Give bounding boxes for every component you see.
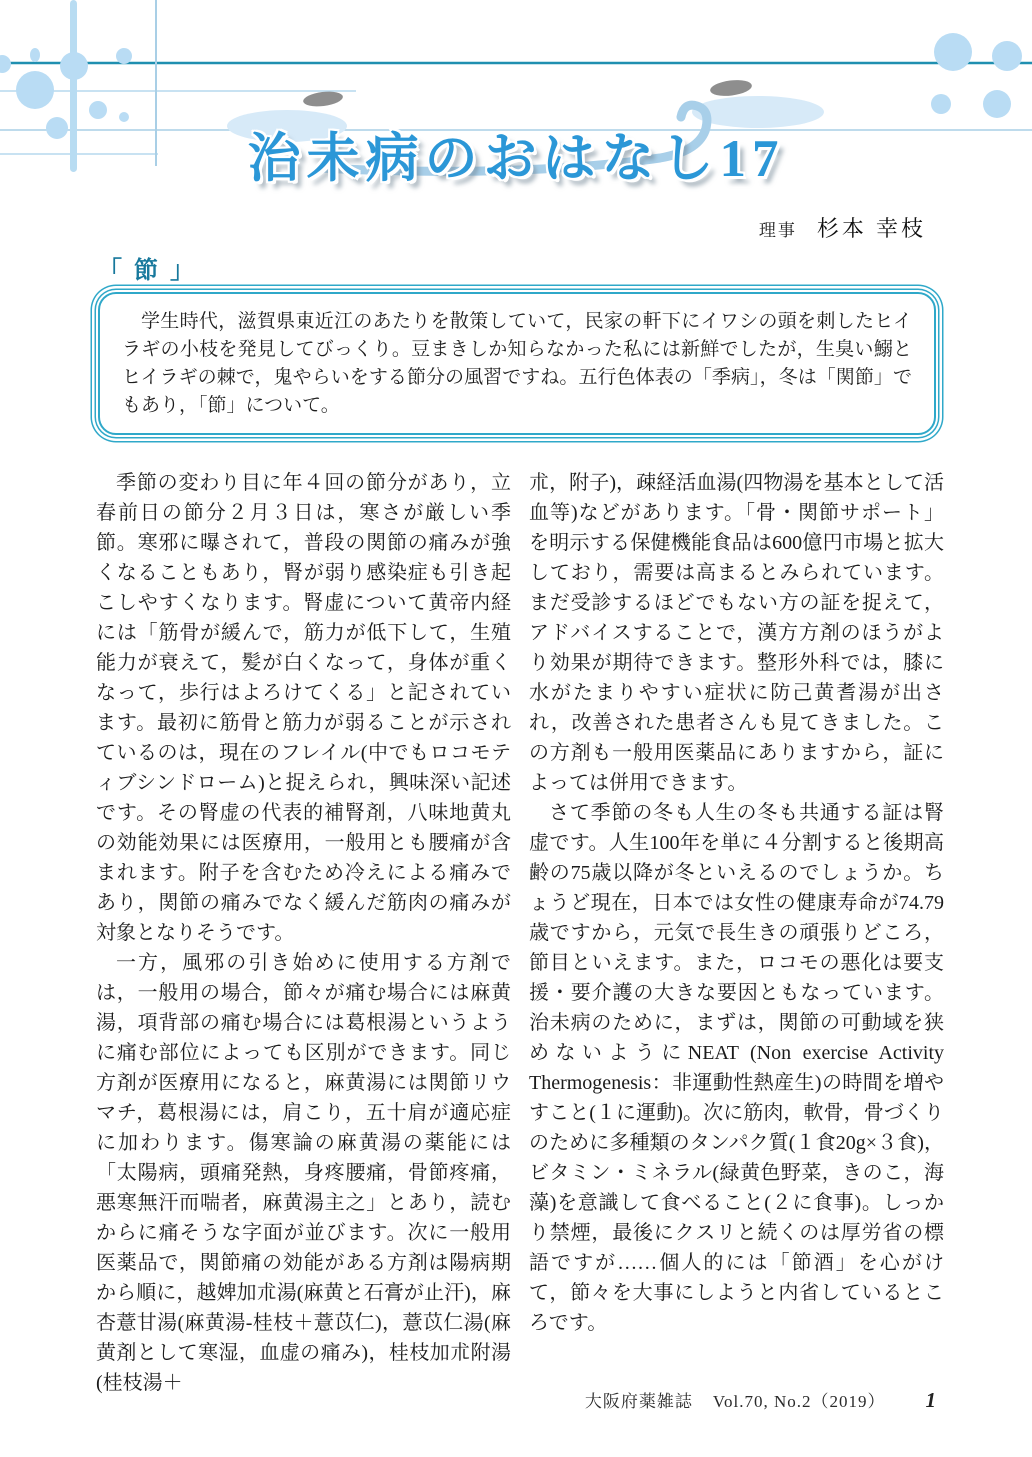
author-line (759, 212, 926, 243)
author-role: 理事 (758, 221, 797, 240)
page-footer (585, 1387, 936, 1413)
decor-circle (116, 48, 132, 64)
paragraph-1: 季節の変わり目に年４回の節分があり，立春前日の節分２月３日は，寒さが厳しい季節。寒邪に曝されて，普段の関節の痛みが強くなることもあり，腎が弱り感染症も引き起こしやすくなります。腎虚について黄帝内経には「筋骨が緩んで，筋力が低下して，生殖能力が衰えて，髪が白くなって，身体が重くなって，歩行はよろけてくる」と記されています。最初に筋骨と筋力が弱ることが示されているのは，現在のフレイル(中でもロコモティブシンドローム)と捉えられ，興味深い記述です。その腎虚の代表的補腎剤，八味地黄丸の効能効果には医療用，一般用とも腰痛が含まれます。附子を含むため冷えによる痛みであり，関節の痛みでなく緩んだ筋肉の痛みが対象となりそうです。 (96, 472, 511, 944)
right-column (529, 468, 944, 1398)
decor-circle (931, 94, 951, 114)
paragraph-2-continued: 朮，附子)，疎経活血湯(四物湯を基本として活血等)などがあります。「骨・関節サポート」を明示する保健機能食品は600億円市場と拡大しており，需要は高まるとみられています。まだ受診するほどでもない方の証を捉えて，アドバイスすることで，漢方方剤のほうがより効果が期待できます。整形外科では，膝に水がたまりやすい症状に防己黄耆湯が出され，改善された患者さんも見てきました。この方剤も一般用医薬品にありますから，証によっては併用できます。 (529, 472, 944, 794)
decor-gray-ellipse-right (709, 78, 753, 98)
decor-circle (30, 48, 40, 62)
left-column (96, 468, 511, 1398)
article-body (96, 468, 944, 1398)
journal-name: 大阪府薬雑誌 (584, 1392, 693, 1411)
decor-circle (992, 41, 1022, 71)
page-number: 1 (925, 1388, 936, 1412)
author-name: 杉本 幸枝 (816, 216, 926, 241)
decor-circle (983, 90, 1011, 118)
page-title: 治未病のおはなし17 (247, 130, 785, 188)
decor-circle (16, 71, 54, 109)
section-label: 「 節 」 (98, 258, 197, 284)
intro-box (98, 292, 936, 435)
issue-info: Vol.70, No.2（2019） (712, 1392, 886, 1411)
paragraph-3: さて季節の冬も人生の冬も共通する証は腎虚です。人生100年を単に４分割すると後期高齢の75歳以降が冬といえるのでしょうか。ちょうど現在，日本では女性の健康寿命が74.79歳ですから，元気で長生きの頑張りどころ，節目といえます。また，ロコモの悪化は要支援・要介護の大きな要因ともなっています。治未病のために，まずは，関節の可動域を狭めないようにNEAT (Non exercise Activity Thermogenesis：非運動性熱産生)の時間を増やすこと(１に運動)。次に筋肉，軟骨，骨づくりのために多種類のタンパク質(１食20g×３食)，ビタミン・ミネラル(緑黄色野菜，きのこ，海藻)を意識して食べること(２に食事)。しっかり禁煙，最後にクスリと続くのは厚労省の標語ですが……個人的には「節酒」を心がけて，節々を大事にしようと内省しているところです。 (529, 802, 944, 1334)
decor-circle (60, 52, 88, 80)
decor-circle (0, 55, 11, 73)
intro-text: 学生時代，滋賀県東近江のあたりを散策していて，民家の軒下にイワシの頭を刺したヒイラギの小枝を発見してびっくり。豆まきしか知らなかった私には新鮮でしたが，生臭い鰯とヒイラギの棘で，鬼やらいをする節分の風習ですね。五行色体表の「季病」，冬は「関節」でもあり，「節」について。 (122, 311, 912, 416)
decor-gray-ellipse-left (302, 90, 343, 109)
decor-circle (934, 33, 972, 71)
paragraph-2: 一方，風邪の引き始めに使用する方剤では，一般用の場合，節々が痛む場合には麻黄湯，項背部の痛む場合には葛根湯というように痛む部位によっても区別ができます。同じ方剤が医療用になると，麻黄湯には関節リウマチ，葛根湯には，肩こり，五十肩が適応症に加わります。傷寒論の麻黄湯の薬能には「太陽病，頭痛発熱，身疼腰痛，骨節疼痛，悪寒無汗而喘者，麻黄湯主之」とあり，読むからに痛そうな字面が並びます。次に一般用医薬品で，関節痛の効能がある方剤は陽病期から順に，越婢加朮湯(麻黄と石膏が止汗)，麻杏薏甘湯(麻黄湯-桂枝＋薏苡仁)，薏苡仁湯(麻黄剤として寒湿，血虚の痛み)，桂枝加朮附湯(桂枝湯＋ (96, 952, 511, 1394)
